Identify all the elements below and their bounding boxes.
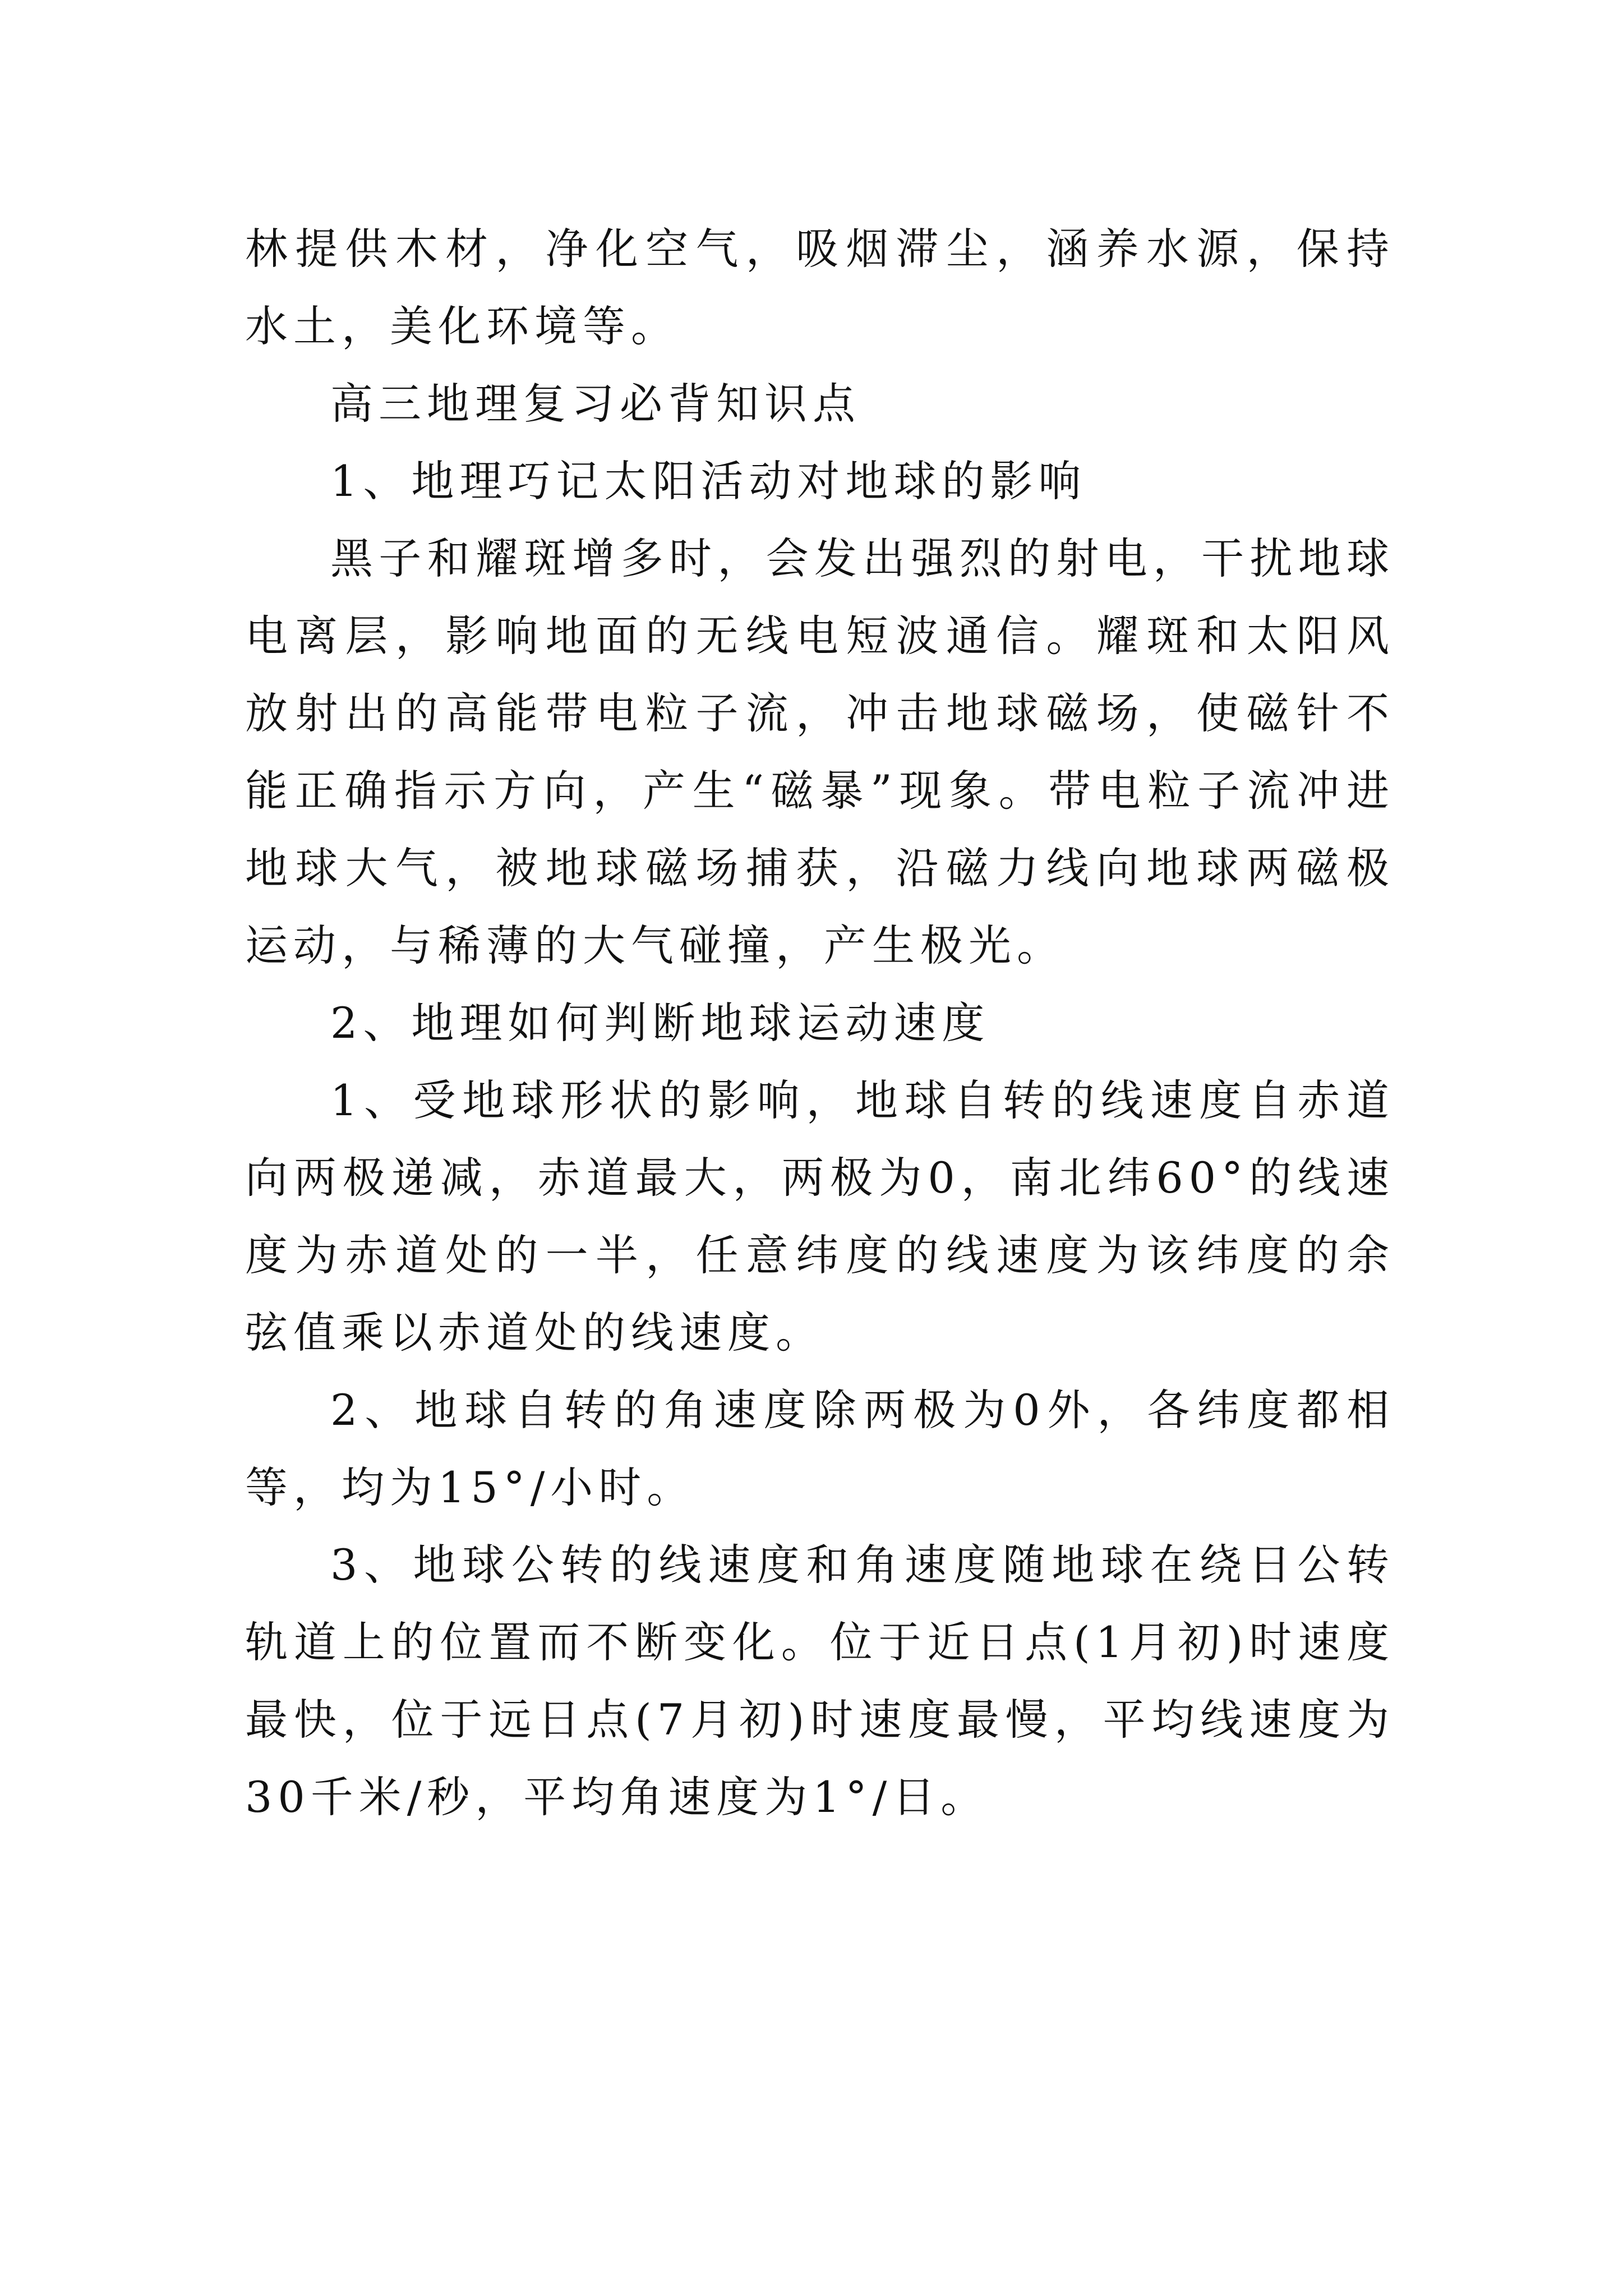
paragraph-solar-activity: 黑子和耀斑增多时，会发出强烈的射电，干扰地球电离层，影响地面的无线电短波通信。耀斑和太阳风放射出的高能带电粒子流，冲击地球磁场，使磁针不能正确指示方向，产生“磁暴”现象。带电粒子流冲进地球大气，被地球磁场捕获，沿磁力线向地球两磁极运动，与稀薄的大气碰撞，产生极光。 xyxy=(245,533,1395,970)
section-heading: 高三地理复习必背知识点 xyxy=(330,379,861,429)
paragraph-rotation-linear-speed: 1、受地球形状的影响，地球自转的线速度自赤道向两极递减，赤道最大，两极为0，南北纬60°的线速度为赤道处的一半，任意纬度的线速度为该纬度的余弦值乘以赤道处的线速度。 xyxy=(245,1075,1395,1358)
subheading-solar-activity: 1、地理巧记太阳活动对地球的影响 xyxy=(330,456,1087,506)
document-body xyxy=(245,210,1395,1836)
paragraph-continuation: 林提供木材，净化空气，吸烟滞尘，涵养水源，保持水土，美化环境等。 xyxy=(245,224,1395,351)
paragraph-rotation-angular-speed: 2、地球自转的角速度除两极为0外，各纬度都相等，均为15°/小时。 xyxy=(245,1385,1395,1512)
subheading-earth-motion-speed: 2、地理如何判断地球运动速度 xyxy=(330,998,990,1048)
paragraph-revolution-speed: 3、地球公转的线速度和角速度随地球在绕日公转轨道上的位置而不断变化。位于近日点(1月初)时速度最快，位于远日点(7月初)时速度最慢，平均线速度为30千米/秒，平均角速度为1°/日。 xyxy=(245,1540,1395,1822)
